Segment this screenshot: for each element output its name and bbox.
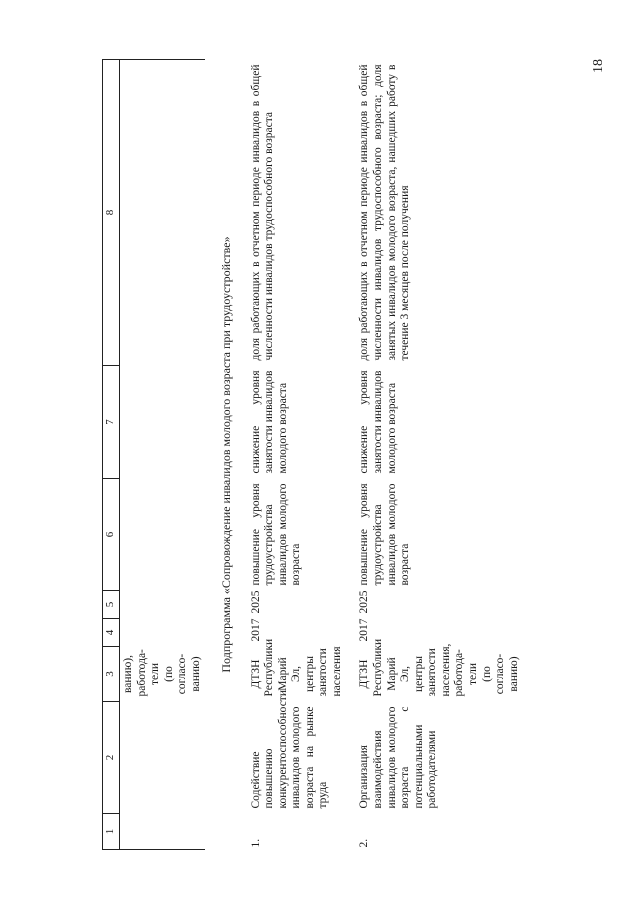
col-header-8: 8 [103, 60, 120, 366]
col-header-3: 3 [103, 647, 120, 702]
target-indicator: доля работающих в отчетном периоде инвалидов в общей численности инвалидов трудоспособного возраста; доля занятых инвалидов молодого возраста, нашедших работу в течение 3 месяцев после получения [358, 64, 412, 361]
table-row [248, 60, 347, 850]
start-year: 2017 [358, 618, 371, 642]
subprogram-row [205, 60, 247, 850]
start-year: 2017 [249, 618, 262, 642]
continuation-executor: ванию), работода- тели (по согласо- ванию) [122, 649, 202, 697]
column-number-header [103, 60, 120, 850]
executor: ДТЗН Республики Марий Эл, центры занятости населения, работода- тели (по согласо- ванию) [358, 638, 520, 697]
col-header-5: 5 [103, 591, 120, 619]
subprogram-title: Подпрограмма «Сопровождение инвалидов молодого возраста при трудоустройстве» [219, 236, 234, 673]
col-header-2: 2 [103, 702, 120, 814]
continuation-row [120, 60, 206, 850]
rotated-table-container [102, 60, 562, 850]
col-header-1: 1 [103, 814, 120, 850]
expected-result: повышение уровня трудоустройства инвалидов молодого возраста [358, 483, 412, 586]
row-number: 1. [249, 838, 262, 848]
measure-name: Содействие повышению конкурентоспособности инвалидов молодого возраста на рынке труда [249, 690, 330, 809]
program-table [102, 59, 523, 850]
col-header-7: 7 [103, 366, 120, 479]
end-year: 2025 [358, 590, 371, 614]
expected-result: повышение уровня трудоустройства инвалидов молодого возраста [249, 483, 303, 586]
non-implementation-consequence: снижение уровня занятости инвалидов молодого возраста [249, 370, 289, 474]
row-number: 2. [358, 838, 371, 848]
col-header-6: 6 [103, 479, 120, 591]
table-row [346, 60, 523, 850]
end-year: 2025 [249, 590, 262, 614]
page-number: 18 [591, 59, 606, 73]
col-header-4: 4 [103, 619, 120, 647]
target-indicator: доля работающих в отчетном периоде инвалидов в общей численности инвалидов трудоспособного возраста [249, 64, 276, 361]
executor: ДТЗН Республики Марий Эл, центры занятости населения [249, 638, 343, 697]
non-implementation-consequence: снижение уровня занятости инвалидов молодого возраста [358, 370, 398, 474]
measure-name: Организация взаимодействия инвалидов молодого возраста с потенциальными работодателями [358, 706, 439, 809]
